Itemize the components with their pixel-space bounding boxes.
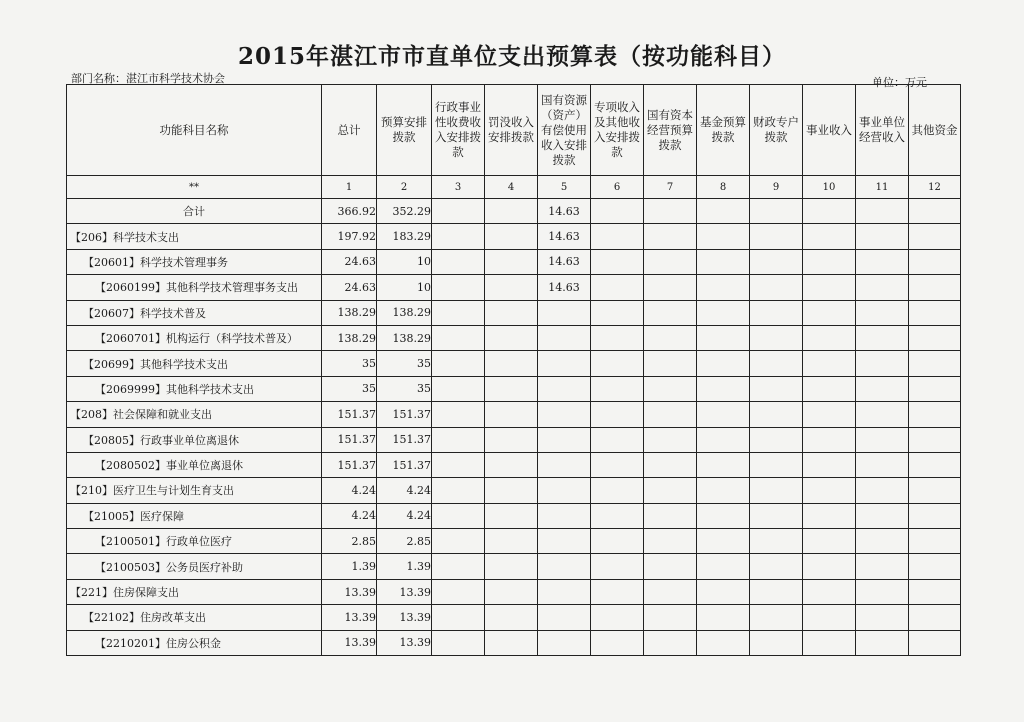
col-number: 8 <box>697 176 750 199</box>
row-state-assets <box>538 579 591 604</box>
row-fiscal-account <box>750 249 803 274</box>
row-other-funds <box>909 605 961 630</box>
row-name: 【20699】其他科学技术支出 <box>67 351 322 376</box>
row-fiscal-account <box>750 427 803 452</box>
row-name: 【21005】医疗保障 <box>67 503 322 528</box>
row-state-assets <box>538 529 591 554</box>
row-special-income <box>591 503 644 528</box>
row-name: 【206】科学技术支出 <box>67 224 322 249</box>
row-business-income <box>803 452 856 477</box>
row-special-income <box>591 224 644 249</box>
row-special-income <box>591 402 644 427</box>
row-state-capital <box>644 351 697 376</box>
row-admin-fee <box>432 579 485 604</box>
row-state-assets <box>538 554 591 579</box>
table-body <box>67 199 961 656</box>
row-operating-income <box>856 199 909 224</box>
row-business-income <box>803 554 856 579</box>
row-fines <box>485 376 538 401</box>
row-fund-budget <box>697 300 750 325</box>
row-fines <box>485 351 538 376</box>
row-business-income <box>803 224 856 249</box>
row-operating-income <box>856 503 909 528</box>
col-number: 12 <box>909 176 961 199</box>
row-fund-budget <box>697 503 750 528</box>
row-budget: 35 <box>377 376 432 401</box>
row-state-assets <box>538 402 591 427</box>
row-business-income <box>803 376 856 401</box>
row-state-capital <box>644 605 697 630</box>
row-name: 【22102】住房改革支出 <box>67 605 322 630</box>
row-operating-income <box>856 351 909 376</box>
row-total: 366.92 <box>322 199 377 224</box>
row-state-assets <box>538 376 591 401</box>
table-row <box>67 300 961 325</box>
row-special-income <box>591 478 644 503</box>
row-business-income <box>803 275 856 300</box>
row-business-income <box>803 249 856 274</box>
table-row <box>67 478 961 503</box>
row-name: 【2060701】机构运行（科学技术普及） <box>67 325 322 350</box>
table-row <box>67 427 961 452</box>
row-total: 2.85 <box>322 529 377 554</box>
row-special-income <box>591 452 644 477</box>
row-name: 【2080502】事业单位离退休 <box>67 452 322 477</box>
row-state-assets <box>538 325 591 350</box>
row-budget: 151.37 <box>377 402 432 427</box>
row-name: 【208】社会保障和就业支出 <box>67 402 322 427</box>
row-fines <box>485 605 538 630</box>
row-state-assets: 14.63 <box>538 199 591 224</box>
row-admin-fee <box>432 351 485 376</box>
row-state-capital <box>644 579 697 604</box>
row-operating-income <box>856 478 909 503</box>
row-fund-budget <box>697 554 750 579</box>
row-other-funds <box>909 224 961 249</box>
row-state-capital <box>644 452 697 477</box>
row-operating-income <box>856 325 909 350</box>
row-fines <box>485 554 538 579</box>
row-other-funds <box>909 529 961 554</box>
row-special-income <box>591 554 644 579</box>
row-fines <box>485 478 538 503</box>
row-state-capital <box>644 630 697 655</box>
row-fines <box>485 503 538 528</box>
table-row <box>67 275 961 300</box>
row-operating-income <box>856 249 909 274</box>
row-fiscal-account <box>750 402 803 427</box>
row-budget: 13.39 <box>377 579 432 604</box>
row-business-income <box>803 351 856 376</box>
row-admin-fee <box>432 376 485 401</box>
col-header-state-assets: 国有资源（资产）有偿使用收入安排拨款 <box>538 85 591 176</box>
row-budget: 35 <box>377 351 432 376</box>
row-special-income <box>591 351 644 376</box>
row-state-assets <box>538 605 591 630</box>
row-operating-income <box>856 554 909 579</box>
table-row <box>67 199 961 224</box>
row-admin-fee <box>432 478 485 503</box>
col-number: 3 <box>432 176 485 199</box>
row-state-capital <box>644 478 697 503</box>
row-state-capital <box>644 427 697 452</box>
row-fiscal-account <box>750 199 803 224</box>
row-other-funds <box>909 300 961 325</box>
col-header-total: 总计 <box>322 85 377 176</box>
table-row <box>67 376 961 401</box>
row-other-funds <box>909 478 961 503</box>
row-state-assets <box>538 427 591 452</box>
row-name: 【20607】科学技术普及 <box>67 300 322 325</box>
row-admin-fee <box>432 529 485 554</box>
row-state-capital <box>644 275 697 300</box>
row-total: 13.39 <box>322 605 377 630</box>
row-name: 【2100503】公务员医疗补助 <box>67 554 322 579</box>
row-fines <box>485 402 538 427</box>
row-fiscal-account <box>750 554 803 579</box>
row-state-capital <box>644 376 697 401</box>
row-fines <box>485 199 538 224</box>
row-budget: 10 <box>377 249 432 274</box>
row-business-income <box>803 427 856 452</box>
row-fund-budget <box>697 452 750 477</box>
row-special-income <box>591 300 644 325</box>
row-special-income <box>591 325 644 350</box>
row-other-funds <box>909 351 961 376</box>
row-fund-budget <box>697 351 750 376</box>
row-total: 151.37 <box>322 452 377 477</box>
row-fiscal-account <box>750 300 803 325</box>
row-state-assets: 14.63 <box>538 224 591 249</box>
row-admin-fee <box>432 630 485 655</box>
row-state-capital <box>644 325 697 350</box>
row-special-income <box>591 605 644 630</box>
col-header-name: 功能科目名称 <box>67 85 322 176</box>
row-budget: 1.39 <box>377 554 432 579</box>
col-number: ** <box>67 176 322 199</box>
row-operating-income <box>856 529 909 554</box>
row-name: 【2069999】其他科学技术支出 <box>67 376 322 401</box>
row-fiscal-account <box>750 275 803 300</box>
row-special-income <box>591 249 644 274</box>
row-fines <box>485 325 538 350</box>
row-fines <box>485 579 538 604</box>
row-budget: 4.24 <box>377 503 432 528</box>
row-special-income <box>591 630 644 655</box>
col-header-other-funds: 其他资金 <box>909 85 961 176</box>
row-total: 197.92 <box>322 224 377 249</box>
row-total: 1.39 <box>322 554 377 579</box>
row-fines <box>485 452 538 477</box>
row-business-income <box>803 605 856 630</box>
col-header-admin-fee: 行政事业性收费收入安排拨款 <box>432 85 485 176</box>
row-admin-fee <box>432 605 485 630</box>
row-state-capital <box>644 199 697 224</box>
row-fund-budget <box>697 605 750 630</box>
row-fund-budget <box>697 224 750 249</box>
col-number: 9 <box>750 176 803 199</box>
row-budget: 151.37 <box>377 452 432 477</box>
row-fines <box>485 630 538 655</box>
row-state-capital <box>644 402 697 427</box>
row-admin-fee <box>432 452 485 477</box>
row-total: 138.29 <box>322 300 377 325</box>
row-fiscal-account <box>750 376 803 401</box>
row-state-capital <box>644 249 697 274</box>
row-state-capital <box>644 554 697 579</box>
row-special-income <box>591 579 644 604</box>
row-budget: 13.39 <box>377 605 432 630</box>
row-state-assets <box>538 300 591 325</box>
row-budget: 4.24 <box>377 478 432 503</box>
row-fines <box>485 249 538 274</box>
row-budget: 138.29 <box>377 300 432 325</box>
row-budget: 352.29 <box>377 199 432 224</box>
col-header-operating-income: 事业单位经营收入 <box>856 85 909 176</box>
table-row <box>67 402 961 427</box>
row-name: 【20805】行政事业单位离退休 <box>67 427 322 452</box>
row-operating-income <box>856 605 909 630</box>
row-operating-income <box>856 402 909 427</box>
row-state-assets <box>538 452 591 477</box>
col-header-fiscal-account: 财政专户拨款 <box>750 85 803 176</box>
row-fund-budget <box>697 402 750 427</box>
row-state-assets <box>538 503 591 528</box>
row-fines <box>485 275 538 300</box>
row-state-assets: 14.63 <box>538 275 591 300</box>
row-other-funds <box>909 249 961 274</box>
col-header-special-income: 专项收入及其他收入安排拨款 <box>591 85 644 176</box>
row-operating-income <box>856 224 909 249</box>
row-budget: 10 <box>377 275 432 300</box>
table-row <box>67 351 961 376</box>
table-row <box>67 452 961 477</box>
row-special-income <box>591 529 644 554</box>
col-number: 6 <box>591 176 644 199</box>
row-name: 【20601】科学技术管理事务 <box>67 249 322 274</box>
row-other-funds <box>909 275 961 300</box>
row-admin-fee <box>432 224 485 249</box>
row-total: 13.39 <box>322 630 377 655</box>
row-other-funds <box>909 325 961 350</box>
col-number: 5 <box>538 176 591 199</box>
row-total: 13.39 <box>322 579 377 604</box>
row-admin-fee <box>432 249 485 274</box>
row-fiscal-account <box>750 579 803 604</box>
row-total: 151.37 <box>322 427 377 452</box>
row-total: 138.29 <box>322 325 377 350</box>
row-business-income <box>803 325 856 350</box>
row-operating-income <box>856 300 909 325</box>
row-business-income <box>803 529 856 554</box>
row-fiscal-account <box>750 224 803 249</box>
row-state-capital <box>644 529 697 554</box>
row-name: 【221】住房保障支出 <box>67 579 322 604</box>
row-other-funds <box>909 579 961 604</box>
row-business-income <box>803 300 856 325</box>
row-special-income <box>591 199 644 224</box>
col-number: 10 <box>803 176 856 199</box>
row-other-funds <box>909 376 961 401</box>
row-fund-budget <box>697 630 750 655</box>
row-other-funds <box>909 402 961 427</box>
row-name: 【2100501】行政单位医疗 <box>67 529 322 554</box>
department-label: 部门名称：湛江市科学技术协会 <box>71 72 225 85</box>
row-state-capital <box>644 224 697 249</box>
header-row <box>67 85 961 176</box>
row-fund-budget <box>697 579 750 604</box>
row-state-assets <box>538 351 591 376</box>
row-budget: 151.37 <box>377 427 432 452</box>
row-other-funds <box>909 503 961 528</box>
row-business-income <box>803 579 856 604</box>
row-business-income <box>803 199 856 224</box>
row-name: 【210】医疗卫生与计划生育支出 <box>67 478 322 503</box>
row-business-income <box>803 630 856 655</box>
row-fines <box>485 529 538 554</box>
row-admin-fee <box>432 427 485 452</box>
col-header-fines: 罚没收入安排拨款 <box>485 85 538 176</box>
row-budget: 183.29 <box>377 224 432 249</box>
table-row <box>67 579 961 604</box>
row-operating-income <box>856 579 909 604</box>
row-total: 24.63 <box>322 275 377 300</box>
row-total: 35 <box>322 351 377 376</box>
row-fiscal-account <box>750 605 803 630</box>
col-number: 1 <box>322 176 377 199</box>
row-fines <box>485 300 538 325</box>
row-other-funds <box>909 199 961 224</box>
table-row <box>67 503 961 528</box>
table-row <box>67 249 961 274</box>
row-fiscal-account <box>750 478 803 503</box>
col-number: 7 <box>644 176 697 199</box>
row-business-income <box>803 503 856 528</box>
row-operating-income <box>856 630 909 655</box>
row-budget: 13.39 <box>377 630 432 655</box>
row-fines <box>485 224 538 249</box>
row-name: 【2060199】其他科学技术管理事务支出 <box>67 275 322 300</box>
row-business-income <box>803 402 856 427</box>
row-budget: 2.85 <box>377 529 432 554</box>
row-total: 4.24 <box>322 478 377 503</box>
row-other-funds <box>909 554 961 579</box>
row-state-capital <box>644 503 697 528</box>
row-special-income <box>591 427 644 452</box>
row-fiscal-account <box>750 630 803 655</box>
row-other-funds <box>909 427 961 452</box>
row-admin-fee <box>432 275 485 300</box>
row-operating-income <box>856 452 909 477</box>
row-admin-fee <box>432 325 485 350</box>
row-special-income <box>591 275 644 300</box>
row-fund-budget <box>697 427 750 452</box>
row-total: 4.24 <box>322 503 377 528</box>
row-total: 35 <box>322 376 377 401</box>
row-total: 24.63 <box>322 249 377 274</box>
row-state-assets <box>538 630 591 655</box>
row-state-assets: 14.63 <box>538 249 591 274</box>
row-fiscal-account <box>750 503 803 528</box>
col-number: 2 <box>377 176 432 199</box>
column-number-row <box>67 176 961 199</box>
table-row <box>67 529 961 554</box>
row-budget: 138.29 <box>377 325 432 350</box>
col-number: 11 <box>856 176 909 199</box>
row-other-funds <box>909 630 961 655</box>
table-row <box>67 224 961 249</box>
row-other-funds <box>909 452 961 477</box>
row-special-income <box>591 376 644 401</box>
row-state-assets <box>538 478 591 503</box>
col-number: 4 <box>485 176 538 199</box>
col-header-budget: 预算安排拨款 <box>377 85 432 176</box>
row-operating-income <box>856 275 909 300</box>
row-admin-fee <box>432 199 485 224</box>
budget-table <box>66 84 961 656</box>
row-total: 151.37 <box>322 402 377 427</box>
row-state-capital <box>644 300 697 325</box>
table-row <box>67 554 961 579</box>
row-fund-budget <box>697 376 750 401</box>
col-header-business-income: 事业收入 <box>803 85 856 176</box>
col-header-fund-budget: 基金预算拨款 <box>697 85 750 176</box>
row-admin-fee <box>432 300 485 325</box>
row-business-income <box>803 478 856 503</box>
row-fiscal-account <box>750 325 803 350</box>
row-name: 合计 <box>67 199 322 224</box>
unit-label: 单位：万元 <box>872 76 927 89</box>
row-fiscal-account <box>750 452 803 477</box>
row-fund-budget <box>697 478 750 503</box>
row-fund-budget <box>697 249 750 274</box>
table-row <box>67 605 961 630</box>
row-admin-fee <box>432 554 485 579</box>
row-name: 【2210201】住房公积金 <box>67 630 322 655</box>
col-header-state-capital: 国有资本经营预算拨款 <box>644 85 697 176</box>
table-row <box>67 325 961 350</box>
row-fund-budget <box>697 199 750 224</box>
row-operating-income <box>856 376 909 401</box>
row-fines <box>485 427 538 452</box>
row-admin-fee <box>432 402 485 427</box>
row-operating-income <box>856 427 909 452</box>
row-fund-budget <box>697 325 750 350</box>
table-row <box>67 630 961 655</box>
row-fund-budget <box>697 529 750 554</box>
row-fund-budget <box>697 275 750 300</box>
row-fiscal-account <box>750 529 803 554</box>
row-fiscal-account <box>750 351 803 376</box>
document-title: 2015年湛江市市直单位支出预算表（按功能科目） <box>237 43 786 70</box>
row-admin-fee <box>432 503 485 528</box>
